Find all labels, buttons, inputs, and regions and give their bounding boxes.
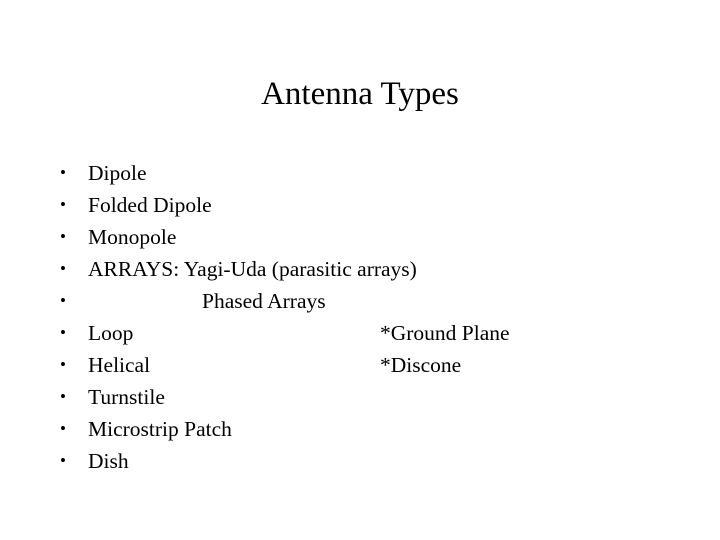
list-item-monopole <box>56 221 676 253</box>
bullet-icon: • <box>60 355 66 374</box>
list-item-turnstile <box>56 381 676 413</box>
list-item-text: Loop <box>88 321 134 345</box>
bullet-icon: • <box>60 323 66 342</box>
list-item-loop <box>56 317 676 349</box>
bullet-icon: • <box>60 163 66 182</box>
list-item-text: Dish <box>88 449 129 473</box>
list-item-text: Microstrip Patch <box>88 417 232 441</box>
list-item-text: ARRAYS: Yagi-Uda (parasitic arrays) <box>88 257 417 281</box>
list-item-text: Dipole <box>88 161 147 185</box>
bullet-icon: • <box>60 387 66 406</box>
list-item-dipole <box>56 157 676 189</box>
bullet-icon: • <box>60 259 66 278</box>
list-item-aside-text: *Discone <box>380 353 462 377</box>
list-item-text: Helical <box>88 353 151 377</box>
bullet-icon: • <box>60 195 66 214</box>
bullet-list <box>56 157 676 477</box>
list-item-text: Monopole <box>88 225 177 249</box>
bullet-icon: • <box>60 451 66 470</box>
list-item-phased-arrays <box>56 285 676 317</box>
list-item-arrays <box>56 253 676 285</box>
slide-title: Antenna Types <box>261 76 459 112</box>
list-item-dish <box>56 445 676 477</box>
bullet-icon: • <box>60 227 66 246</box>
bullet-icon: • <box>60 291 66 310</box>
list-item-microstrip-patch <box>56 413 676 445</box>
list-item-text: Phased Arrays <box>202 289 326 313</box>
list-item-helical <box>56 349 676 381</box>
list-item-aside-text: *Ground Plane <box>380 321 510 345</box>
list-item-folded-dipole <box>56 189 676 221</box>
bullet-icon: • <box>60 419 66 438</box>
list-item-text: Turnstile <box>88 385 165 409</box>
list-item-text: Folded Dipole <box>88 193 212 217</box>
